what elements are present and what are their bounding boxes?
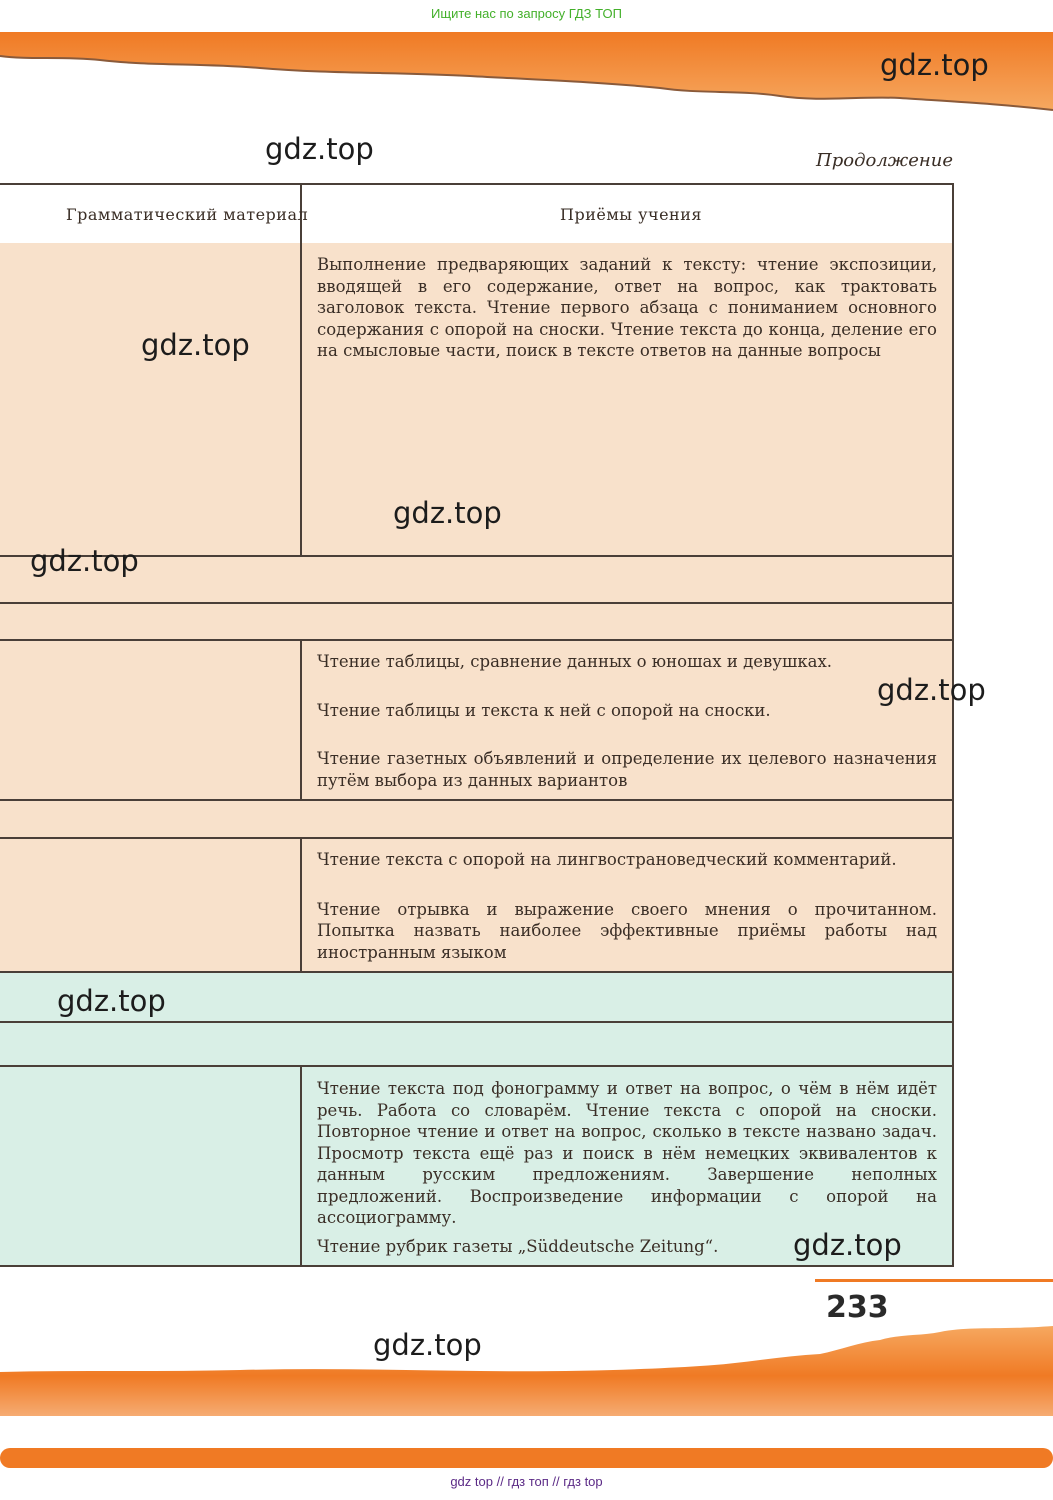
- section-band: [0, 604, 954, 639]
- watermark: gdz.top: [880, 48, 989, 82]
- section-band: [0, 801, 954, 837]
- section-band: [0, 1023, 954, 1065]
- watermark: gdz.top: [57, 984, 166, 1018]
- watermark: gdz.top: [265, 132, 374, 166]
- methods-text: Чтение текста под фонограмму и ответ на вопрос, о чём в нём идёт речь. Работа со словарём. Чтение текста с опорой на сноски. Повторное чтение и ответ на вопрос, сколько в тексте названо задач. Просмотр текста ещё раз и поиск в нём немецких эквивалентов к данным русским предложениям. Завершение неполных предложений. Воспроизведение информации с опорой на ассоциограмму.: [317, 1079, 937, 1227]
- watermark: gdz.top: [793, 1228, 902, 1262]
- table-header-row: [0, 183, 954, 245]
- methods-text: Чтение рубрик газеты „Süddeutsche Zeitung“.: [317, 1236, 719, 1256]
- footer-band-decoration: [0, 1448, 1053, 1468]
- search-hint: Ищите нас по запросу ГДЗ ТОП: [431, 6, 622, 21]
- watermark: gdz.top: [30, 544, 139, 578]
- methods-text: Чтение газетных объявлений и определение их целевого назначения путём выбора из данных вариантов: [317, 749, 937, 790]
- methods-cell: [317, 651, 937, 791]
- methods-text: Чтение текста с опорой на лингвострановедческий комментарий.: [317, 850, 897, 869]
- methods-text: Выполнение предваряющих заданий к тексту: чтение экспозиции, вводящей в его содержание, ответ на вопрос, как трактовать заголовок текста. Чтение первого абзаца с пониманием основного содержания с опорой на сноски. Чтение текста до конца, деление его на смысловые части, поиск в тексте ответов на данные вопросы: [317, 255, 937, 360]
- footer-note: gdz top // гдз топ // гдз top: [450, 1474, 603, 1489]
- methods-cell: [317, 254, 937, 362]
- page-number: 233: [826, 1290, 889, 1325]
- methods-text: Чтение таблицы и текста к ней с опорой на сноски.: [317, 700, 771, 720]
- watermark: gdz.top: [877, 673, 986, 707]
- methods-text: Чтение таблицы, сравнение данных о юношах и девушках.: [317, 652, 833, 671]
- watermark: gdz.top: [393, 496, 502, 530]
- watermark: gdz.top: [141, 328, 250, 362]
- methods-cell: [317, 849, 937, 963]
- bottom-banner-decoration: [0, 1276, 1053, 1426]
- continuation-label: Продолжение: [816, 150, 953, 171]
- column-header-methods: Приёмы учения: [560, 205, 702, 224]
- column-header-grammar: Грамматический материал: [66, 205, 309, 224]
- section-band: [0, 557, 954, 602]
- watermark: gdz.top: [373, 1328, 482, 1362]
- methods-text: Чтение отрывка и выражение своего мнения о прочитанном. Попытка назвать наиболее эффективные приёмы работы над иностранным языком: [317, 899, 937, 962]
